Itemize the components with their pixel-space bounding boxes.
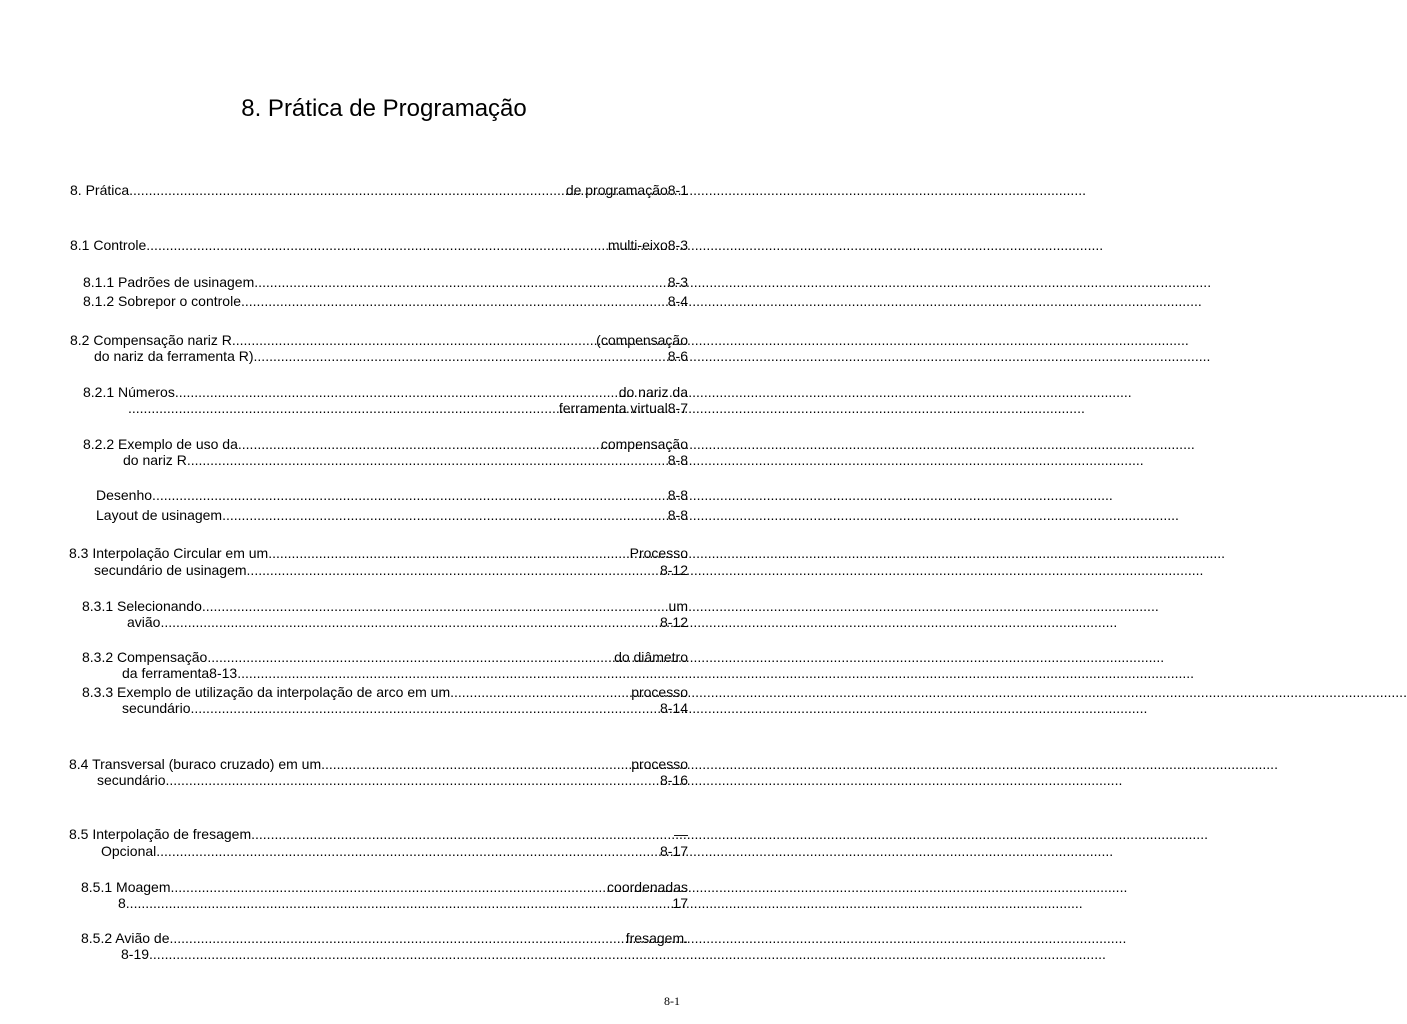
toc-entry-8-3[interactable]: [69, 545, 688, 562]
toc-entry-label: 8-19: [121, 946, 150, 962]
toc-entry-8-5[interactable]: [69, 826, 688, 843]
toc-entry-page: 8-8: [667, 507, 688, 523]
toc-entry-8[interactable]: [70, 182, 688, 199]
toc-leader-dots: [129, 182, 566, 199]
toc-entry-page: 8-6: [667, 348, 688, 364]
toc-leader-dots: [146, 237, 608, 254]
toc-entry-8-5-2[interactable]: [81, 930, 688, 947]
toc-entry-8-2[interactable]: [70, 332, 688, 349]
page-title: 8. Prática de Programação: [241, 95, 527, 122]
toc-entry-8-3-2[interactable]: [82, 649, 688, 666]
toc-leader-dots: [187, 452, 663, 469]
toc-entry-label: 8.4 Transversal (buraco cruzado) em um: [69, 756, 322, 772]
toc-entry-desenho[interactable]: [96, 487, 688, 504]
toc-leader-dots: [156, 843, 660, 860]
toc-entry-continuation: (compensação: [596, 332, 688, 348]
toc-leader-dots: [202, 598, 664, 615]
toc-entry-label: secundário: [97, 772, 166, 788]
toc-leader-dots: [169, 930, 620, 947]
toc-entry-page: multi-eixo8-3: [607, 237, 688, 253]
toc-entry-label: 8.1.2 Sobrepor o controle.: [83, 293, 245, 309]
toc-entry-continuation: um: [668, 598, 688, 614]
toc-leader-dots: [171, 879, 603, 896]
toc-entry-label: 8.3 Interpolação Circular em um: [69, 545, 269, 561]
toc-entry-continuation: fresagem.: [625, 930, 688, 946]
toc-entry-page: 8-17: [659, 843, 688, 859]
toc-entry-page: 8-3: [667, 274, 688, 290]
toc-entry-label: 8.3.2 Compensação: [82, 649, 208, 665]
toc-entry-label: 8.1.1 Padrões de usinagem: [83, 274, 255, 290]
toc-leader-dots: [222, 507, 668, 524]
toc-leader-dots: [247, 562, 655, 579]
toc-entry-8-3-1[interactable]: [82, 598, 688, 615]
toc-entry-page: ferramenta virtual8-7: [558, 400, 688, 416]
toc-leader-dots: [245, 293, 668, 310]
toc-entry-label: secundário: [122, 700, 191, 716]
toc-entry-label: 8.5 Interpolação de fresagem: [69, 826, 252, 842]
toc-leader-dots: [191, 700, 655, 717]
toc-leader-dots: [237, 665, 685, 682]
toc-leader-dots: [166, 772, 655, 789]
toc-entry-8-2-2[interactable]: [83, 436, 688, 453]
toc-entry-layout[interactable]: [96, 507, 688, 524]
toc-entry-page: 8-16: [659, 772, 688, 788]
toc-entry-page: 8-8: [667, 452, 688, 468]
toc-leader-dots: [268, 545, 624, 562]
toc-entry-8-5-1-cont[interactable]: [118, 895, 688, 912]
toc-entry-label: da ferramenta8-13: [122, 665, 238, 681]
toc-leader-dots: [126, 895, 663, 912]
toc-entry-label: Opcional: [101, 843, 157, 859]
toc-entry-8-3-2-cont[interactable]: [122, 665, 685, 682]
toc-entry-8-3-3-cont[interactable]: [122, 700, 688, 717]
toc-entry-label: 8. Prática: [70, 182, 130, 198]
toc-leader-dots: [450, 684, 626, 701]
toc-entry-label: 8.5.2 Avião de: [81, 930, 170, 946]
toc-leader-dots: [321, 756, 626, 773]
toc-entry-8-3-1-cont[interactable]: [127, 614, 688, 631]
toc-entry-label: 8.2 Compensação nariz R: [70, 332, 232, 348]
toc-entry-8-3-cont[interactable]: [94, 562, 688, 579]
toc-entry-8-2-2-cont[interactable]: [123, 452, 688, 469]
toc-entry-page: de programação8-1: [565, 182, 688, 198]
toc-entry-label: avião: [127, 614, 161, 630]
toc-entry-label: secundário de usinagem: [94, 562, 247, 578]
toc-entry-label: 8.1 Controle: [70, 237, 147, 253]
toc-entry-continuation: processo: [631, 756, 688, 772]
toc-entry-continuation: processo: [631, 684, 688, 700]
toc-entry-8-5-2-cont[interactable]: [121, 946, 686, 963]
toc-entry-label: 8.3.1 Selecionando: [82, 598, 202, 614]
toc-entry-page: 8-4: [667, 293, 688, 309]
toc-entry-continuation: compensação: [600, 436, 688, 452]
toc-entry-continuation: —: [674, 826, 688, 842]
toc-entry-8-3-3[interactable]: [82, 684, 688, 701]
toc-entry-label: Layout de usinagem: [96, 507, 223, 523]
toc-leader-dots: [207, 649, 609, 666]
toc-entry-page: 8-14: [659, 700, 688, 716]
toc-entry-label: 8.2.2 Exemplo de uso da: [83, 436, 238, 452]
toc-entry-8-5-1[interactable]: [81, 879, 688, 896]
toc-leader-dots: [149, 946, 686, 963]
toc-leader-dots: [175, 384, 614, 401]
toc-leader-dots: [254, 348, 663, 365]
toc-entry-label: 8: [118, 895, 126, 911]
toc-entry-8-1[interactable]: [70, 237, 688, 254]
toc-entry-8-4-cont[interactable]: [97, 772, 688, 789]
toc-leader-dots: [156, 487, 668, 504]
toc-entry-8-2-cont[interactable]: [94, 348, 688, 365]
toc-entry-8-1-1[interactable]: [83, 274, 688, 291]
toc-leader-dots: [238, 436, 596, 453]
toc-entry-8-2-1[interactable]: [83, 384, 688, 401]
toc-entry-page: 8-8: [667, 487, 688, 503]
toc-entry-label: do nariz R: [123, 452, 187, 468]
toc-entry-label: 8.2.1 Números: [83, 384, 175, 400]
toc-entry-continuation: do nariz da: [618, 384, 688, 400]
toc-entry-continuation: do diâmetro: [614, 649, 688, 665]
page-number: 8-1: [664, 994, 680, 1008]
toc-entry-label: Desenho.: [96, 487, 156, 503]
toc-leader-dots: [254, 274, 668, 291]
toc-leader-dots: [251, 826, 669, 843]
toc-entry-label: 8.3.3 Exemplo de utilização da interpolação de arco em um: [82, 684, 451, 700]
toc-entry-label: do nariz da ferramenta R): [94, 348, 254, 364]
toc-entry-8-2-1-cont[interactable]: [128, 400, 688, 417]
toc-entry-continuation: Processo: [629, 545, 688, 561]
toc-entry-page: 17: [672, 895, 688, 911]
toc-entry-8-5-cont[interactable]: [101, 843, 688, 860]
toc-entry-label: 8.5.1 Moagem: [81, 879, 171, 895]
toc-entry-continuation: coordenadas: [607, 879, 688, 895]
toc-entry-page: 8-12: [659, 614, 688, 630]
toc-leader-dots: [160, 614, 655, 631]
toc-leader-dots: [128, 400, 559, 417]
toc-leader-dots: [232, 332, 591, 349]
toc-entry-8-4[interactable]: [69, 756, 688, 773]
toc-entry-8-1-2[interactable]: [83, 293, 688, 310]
toc-entry-page: 8-12: [659, 562, 688, 578]
